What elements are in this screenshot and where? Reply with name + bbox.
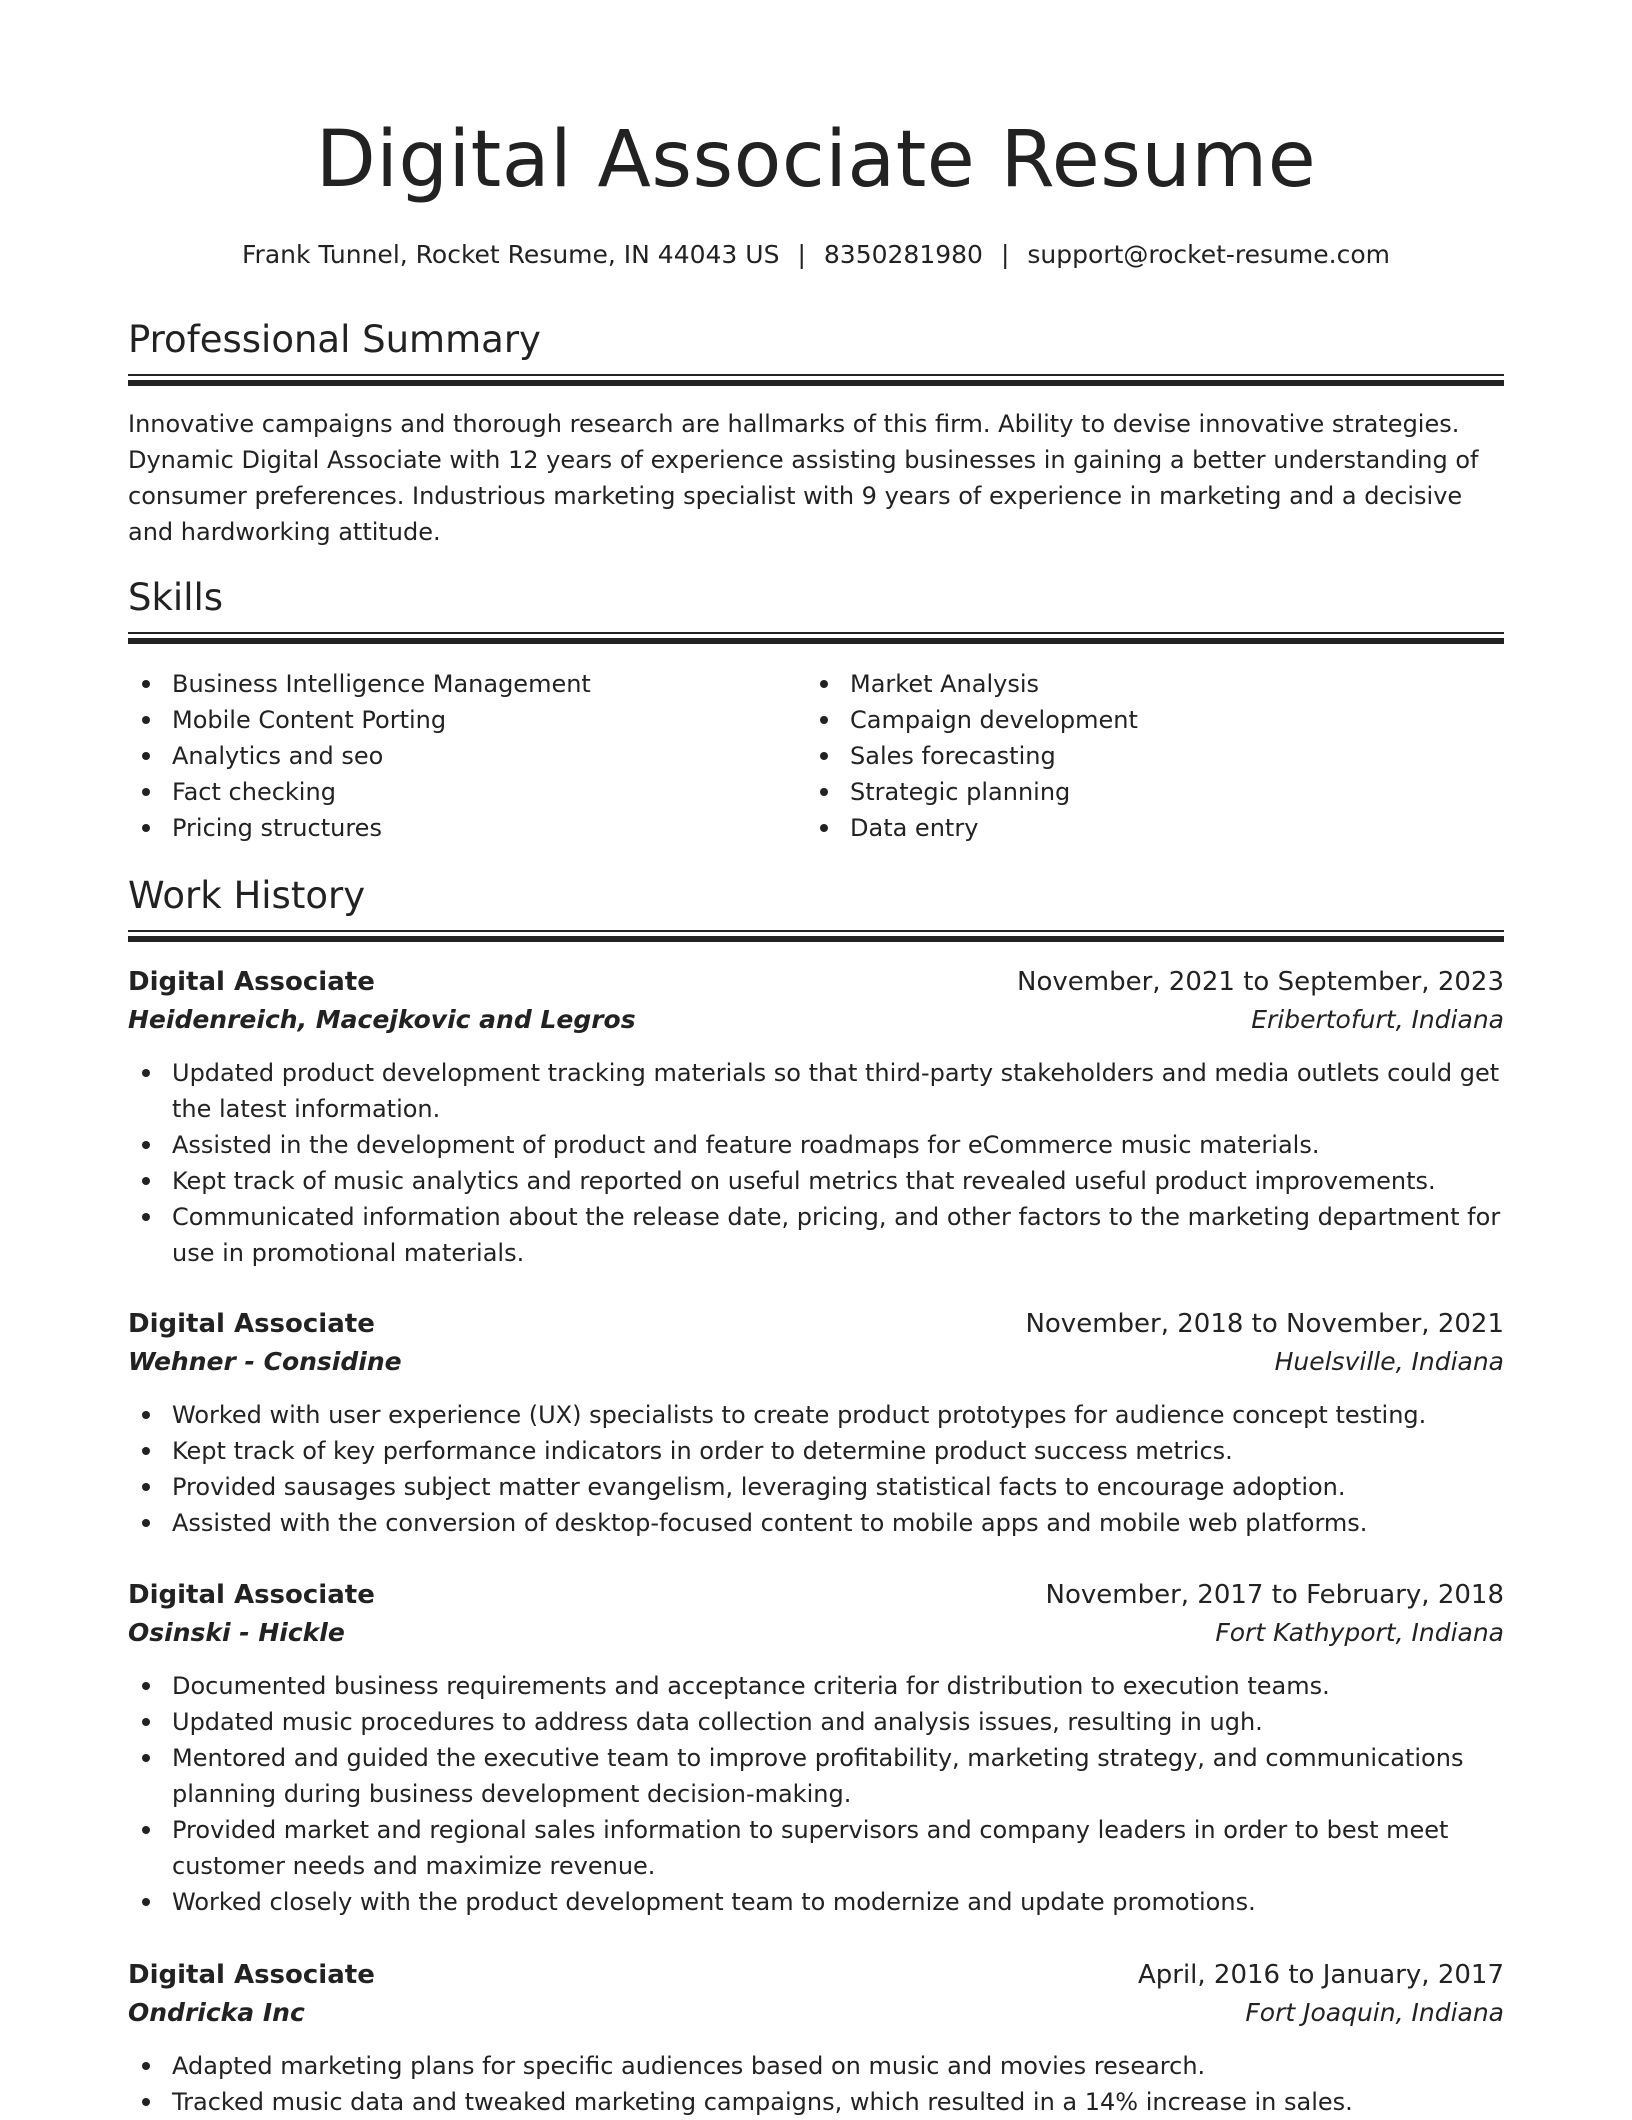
job-bullet: Updated music procedures to address data collection and analysis issues, resulting in ugh. — [128, 1704, 1504, 1740]
skill-item: Data entry — [806, 810, 1466, 846]
contact-line — [128, 240, 1504, 270]
job-bullet: Provided sausages subject matter evangelism, leveraging statistical facts to encourage adoption. — [128, 1469, 1504, 1505]
skill-item: Sales forecasting — [806, 738, 1466, 774]
skill-item: Pricing structures — [128, 810, 788, 846]
contact-email: support@rocket-resume.com — [1027, 240, 1390, 269]
job-location: Fort Joaquin, Indiana — [1245, 1998, 1504, 2027]
section-heading-skills: Skills — [128, 576, 224, 619]
job-location: Huelsville, Indiana — [1274, 1347, 1504, 1376]
job-bullet: Adapted marketing plans for specific audiences based on music and movies research. — [128, 2048, 1504, 2084]
job-dates: November, 2017 to February, 2018 — [1045, 1580, 1504, 1610]
document-title: Digital Associate Resume — [315, 115, 1317, 205]
summary-text: Innovative campaigns and thorough research are hallmarks of this firm. Ability to devise innovative strategies. Dynamic Digital Associate with 12 years of experience assisting businesses in gaining a better understanding of consumer preferences. Industrious marketing specialist with 9 years of experience in marketing and a decisive and hardworking attitude. — [128, 410, 1479, 546]
job-bullet: Tracked music data and tweaked marketing campaigns, which resulted in a 14% increase in sales. — [128, 2084, 1504, 2120]
job-bullet: Kept track of key performance indicators in order to determine product success metrics. — [128, 1433, 1504, 1469]
job-bullet: Communicated information about the release date, pricing, and other factors to the marketing department for use in promotional materials. — [128, 1199, 1504, 1271]
job-title: Digital Associate — [128, 1960, 375, 1990]
job-bullet: Assisted in the development of product and feature roadmaps for eCommerce music materials. — [128, 1127, 1504, 1163]
section-divider — [128, 374, 1504, 386]
job-location: Fort Kathyport, Indiana — [1215, 1618, 1504, 1647]
section-divider — [128, 632, 1504, 644]
job-title: Digital Associate — [128, 967, 375, 997]
skill-item: Campaign development — [806, 702, 1466, 738]
job-entry — [128, 1576, 1504, 1920]
job-dates: November, 2018 to November, 2021 — [1025, 1309, 1504, 1339]
job-bullet: Assisted with the conversion of desktop-focused content to mobile apps and mobile web platforms. — [128, 1505, 1504, 1541]
job-bullet: Provided market and regional sales information to supervisors and company leaders in order to best meet customer needs and maximize revenue. — [128, 1812, 1504, 1884]
contact-separator: | — [797, 240, 806, 269]
skills-list-left — [128, 666, 788, 846]
job-bullet: Updated product development tracking materials so that third-party stakeholders and media outlets could get the latest information. — [128, 1055, 1504, 1127]
job-bullet: Documented business requirements and acceptance criteria for distribution to execution teams. — [128, 1668, 1504, 1704]
job-title: Digital Associate — [128, 1309, 375, 1339]
skill-item: Analytics and seo — [128, 738, 788, 774]
job-bullet: Mentored and guided the executive team to improve profitability, marketing strategy, and communications planning during business development decision-making. — [128, 1740, 1504, 1812]
section-heading-work-history: Work History — [128, 874, 366, 917]
job-dates: November, 2021 to September, 2023 — [1017, 967, 1504, 997]
job-company: Ondricka Inc — [128, 1998, 305, 2027]
job-dates: April, 2016 to January, 2017 — [1137, 1960, 1504, 1990]
job-location: Eribertofurt, Indiana — [1251, 1005, 1504, 1034]
job-entry — [128, 963, 1504, 1271]
section-heading-summary: Professional Summary — [128, 318, 541, 361]
skill-item: Mobile Content Porting — [128, 702, 788, 738]
job-company: Wehner - Considine — [128, 1347, 402, 1376]
job-bullet: Worked with user experience (UX) specialists to create product prototypes for audience concept testing. — [128, 1397, 1504, 1433]
contact-separator: | — [1000, 240, 1010, 269]
job-company: Osinski - Hickle — [128, 1618, 345, 1647]
skill-item: Strategic planning — [806, 774, 1466, 810]
job-company: Heidenreich, Macejkovic and Legros — [128, 1005, 636, 1034]
contact-address: Frank Tunnel, Rocket Resume, IN 44043 US — [242, 240, 780, 269]
skill-item: Fact checking — [128, 774, 788, 810]
job-bullet: Worked closely with the product development team to modernize and update promotions. — [128, 1884, 1504, 1920]
skill-item: Market Analysis — [806, 666, 1466, 702]
job-entry — [128, 1956, 1504, 2120]
section-divider — [128, 930, 1504, 942]
skill-item: Business Intelligence Management — [128, 666, 788, 702]
contact-phone: 8350281980 — [823, 240, 983, 269]
job-bullet: Kept track of music analytics and reported on useful metrics that revealed useful product improvements. — [128, 1163, 1504, 1199]
job-title: Digital Associate — [128, 1580, 375, 1610]
skills-list-right — [806, 666, 1466, 846]
job-entry — [128, 1305, 1504, 1541]
